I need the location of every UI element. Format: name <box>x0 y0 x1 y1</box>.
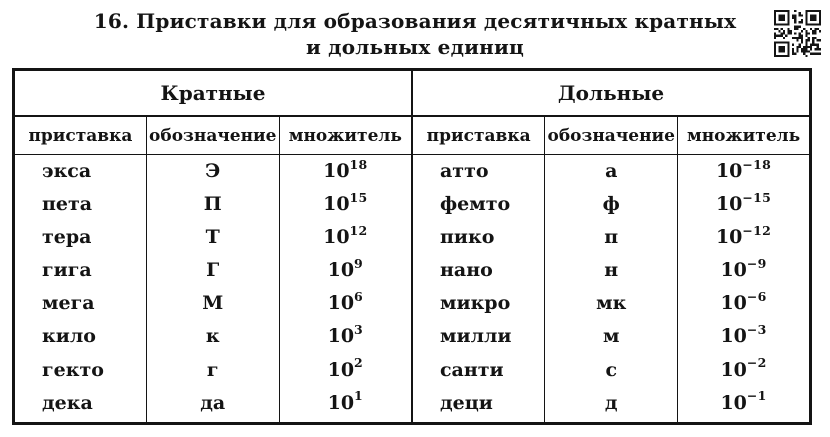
page-header <box>0 0 830 68</box>
column-header-row <box>14 116 811 155</box>
multiplier-cell: $10^1$ <box>327 388 364 414</box>
submultiples-symbol-column <box>545 155 678 424</box>
symbol-cell: г <box>206 358 219 381</box>
multiplier-cell: $10^6$ <box>327 289 364 315</box>
prefix-cell: санти <box>439 358 504 381</box>
symbol-cell: П <box>203 193 222 216</box>
multiplier-cell: $10^{12}$ <box>323 222 368 249</box>
multiplier-cell: $10^{18}$ <box>323 156 368 182</box>
prefix-cell: атто <box>439 160 489 182</box>
group-header-row <box>14 70 811 117</box>
prefix-cell: милли <box>439 325 512 348</box>
symbol-cell: Э <box>205 160 221 182</box>
data-row <box>14 155 811 424</box>
multiplier-cell: $10^3$ <box>327 322 364 348</box>
multiplier-cell: $10^{-1}$ <box>720 388 767 414</box>
symbol-cell: М <box>202 292 224 315</box>
page-title <box>35 0 795 60</box>
symbol-cell: ф <box>602 193 620 216</box>
multiplier-cell: $10^{-18}$ <box>715 156 772 182</box>
symbol-cell: а <box>605 160 618 182</box>
symbol-cell: Г <box>206 259 220 282</box>
symbol-cell: да <box>200 391 226 414</box>
prefix-cell: тера <box>42 226 92 249</box>
prefixes-table <box>12 68 812 425</box>
multiplier-cell: $10^{-6}$ <box>720 289 767 315</box>
multiplier-cell: $10^9$ <box>327 255 364 282</box>
multiplier-cell: $10^{-9}$ <box>720 255 767 282</box>
symbol-cell: мк <box>596 292 627 315</box>
multiples-multiplier-column <box>279 155 412 424</box>
multiplier-cell: $10^2$ <box>327 355 364 381</box>
column-header-prefix: приставка <box>412 116 545 155</box>
column-header-prefix: приставка <box>14 116 147 155</box>
prefix-cell: дека <box>42 391 93 414</box>
multiplier-cell: $10^{-2}$ <box>720 355 767 381</box>
symbol-cell: м <box>602 325 620 348</box>
column-header-multiplier: множитель <box>678 116 811 155</box>
page-title-line1: 16. Приставки для образования десятичных кратных <box>93 9 737 33</box>
prefix-cell: гига <box>42 259 92 282</box>
prefix-cell: пико <box>439 226 495 249</box>
qr-code-icon <box>774 7 821 60</box>
group-header-submultiples: Дольные <box>412 70 811 117</box>
multiplier-cell: $10^{15}$ <box>323 189 368 216</box>
symbol-cell: к <box>205 325 220 348</box>
prefix-cell: фемто <box>439 193 511 216</box>
symbol-cell: с <box>605 358 618 381</box>
group-header-multiples: Кратные <box>14 70 412 117</box>
prefix-cell: мега <box>42 292 95 315</box>
symbol-cell: н <box>604 259 619 282</box>
column-header-multiplier: множитель <box>279 116 412 155</box>
prefix-cell: нано <box>439 259 493 282</box>
column-header-symbol: обозначение <box>545 116 678 155</box>
prefix-cell: микро <box>439 292 511 315</box>
multiples-symbol-column <box>146 155 279 424</box>
prefix-cell: экса <box>42 160 92 182</box>
prefix-cell: пета <box>42 193 93 216</box>
submultiples-prefix-column <box>412 155 545 424</box>
multiples-prefix-column <box>14 155 147 424</box>
symbol-cell: д <box>604 391 618 414</box>
multiplier-cell: $10^{-3}$ <box>720 322 767 348</box>
prefix-cell: деци <box>439 391 493 414</box>
prefix-cell: гекто <box>42 358 104 381</box>
symbol-cell: п <box>604 226 619 249</box>
symbol-cell: Т <box>205 226 220 249</box>
multiplier-cell: $10^{-12}$ <box>715 222 772 249</box>
submultiples-multiplier-column <box>678 155 811 424</box>
column-header-symbol: обозначение <box>146 116 279 155</box>
prefix-cell: кило <box>42 325 96 348</box>
page-title-line2: и дольных единиц <box>305 35 525 59</box>
multiplier-cell: $10^{-15}$ <box>715 189 772 216</box>
